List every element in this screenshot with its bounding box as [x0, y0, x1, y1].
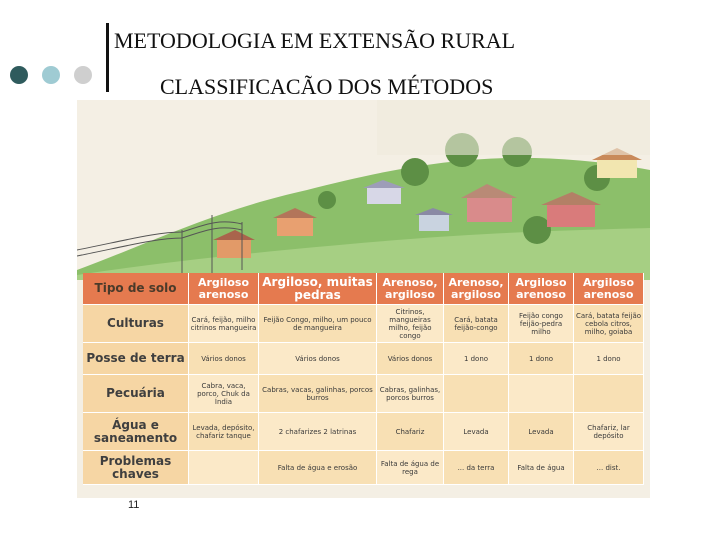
transect-table	[83, 273, 644, 485]
table-cell: Cabra, vaca, porco, Chuk da Índia	[189, 375, 259, 413]
table-cell: Feijão Congo, milho, um pouco de mangueira	[259, 305, 377, 343]
table-cell: Levada	[509, 413, 574, 451]
column-header: Argiloso arenoso	[509, 273, 574, 305]
table-cell: ... dist.	[574, 451, 644, 485]
row-label-livestock: Pecuária	[83, 375, 189, 413]
page-number: 11	[128, 499, 140, 511]
table-cell: Cará, feijão, milho citrinos mangueira	[189, 305, 259, 343]
table-cell: Citrinos, mangueiras milho, feijão congo	[377, 305, 444, 343]
table-cell	[574, 375, 644, 413]
bullet-dot-light-blue	[42, 66, 60, 84]
row-label-crops: Culturas	[83, 305, 189, 343]
column-header: Arenoso, argiloso	[444, 273, 509, 305]
table-cell: Cabras, galinhas, porcos burros	[377, 375, 444, 413]
table-cell	[189, 451, 259, 485]
table-cell: Falta de água	[509, 451, 574, 485]
table-cell: 1 dono	[509, 343, 574, 375]
bullet-dot-dark	[10, 66, 28, 84]
transect-walk-figure	[77, 100, 650, 498]
table-cell	[509, 375, 574, 413]
table-cell: Chafariz	[377, 413, 444, 451]
table-cell	[444, 375, 509, 413]
row-label-land-tenure: Posse de terra	[83, 343, 189, 375]
column-header: Argiloso arenoso	[189, 273, 259, 305]
row-label-water-sanitation: Água e saneamento	[83, 413, 189, 451]
landscape-illustration	[77, 100, 650, 280]
column-header: Argiloso, muitas pedras	[259, 273, 377, 305]
column-header: Argiloso arenoso	[574, 273, 644, 305]
table-cell: Vários donos	[377, 343, 444, 375]
title-divider-line	[106, 23, 109, 92]
table-cell: 1 dono	[574, 343, 644, 375]
table-cell: 2 chafarizes 2 latrinas	[259, 413, 377, 451]
table-cell: Falta de água e erosão	[259, 451, 377, 485]
table-cell: Cará, batata feijão cebola citros, milho, goiaba	[574, 305, 644, 343]
table-cell: Cará, batata feijão-congo	[444, 305, 509, 343]
table-cell: Chafariz, lar depósito	[574, 413, 644, 451]
table-cell: Falta de água de rega	[377, 451, 444, 485]
table-cell: Levada	[444, 413, 509, 451]
table-cell: Cabras, vacas, galinhas, porcos burros	[259, 375, 377, 413]
table-cell: Vários donos	[189, 343, 259, 375]
bullet-dot-gray	[74, 66, 92, 84]
table-cell: 1 dono	[444, 343, 509, 375]
table-cell: Feijão congo feijão-pedra milho	[509, 305, 574, 343]
table-cell: ... da terra	[444, 451, 509, 485]
table-cell: Vários donos	[259, 343, 377, 375]
table-cell: Levada, depósito, chafariz tanque	[189, 413, 259, 451]
slide-title: METODOLOGIA EM EXTENSÃO RURAL	[114, 28, 516, 53]
row-label-soil: Tipo de solo	[83, 273, 189, 305]
slide-subtitle: CLASSIFICACÃO DOS MÉTODOS	[160, 74, 494, 99]
column-header: Arenoso, argiloso	[377, 273, 444, 305]
row-label-key-problems: Problemas chaves	[83, 451, 189, 485]
